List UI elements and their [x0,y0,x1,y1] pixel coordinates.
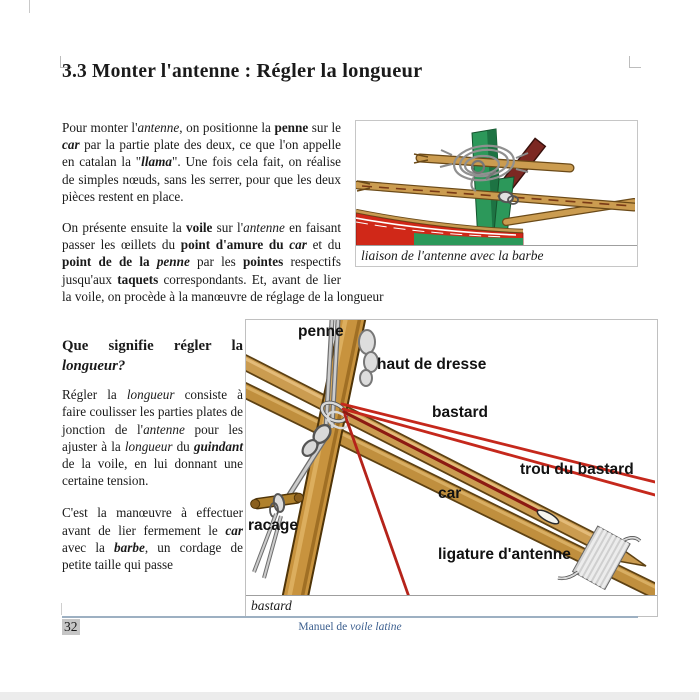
lateen-boat-drawing-icon [356,121,635,245]
page-margin-mark [29,0,30,13]
paragraph-3: Régler la longueur consiste à faire coulisser les parties plates de jonction de l'antenne pour les ajuster à la longueur du guindant de la voile, en lui donnant une certaine tension. [62,387,244,489]
page-edge [0,692,699,700]
diagram-label-trou-du-bastard: trou du bastard [520,461,634,479]
two-column-section [62,319,658,617]
figure-caption-bastard: bastard [246,595,657,616]
paragraph-4: C'est la manœuvre à effectuer avant de lier fermement le car avec la barbe, un cordage de petite taille qui passe [62,505,244,572]
diagram-label-penne: penne [298,323,344,341]
diagram-label-car: car [438,485,462,503]
page-content [62,0,638,617]
footer-book-title: Manuel de voile latine [298,621,402,633]
figure-liaison-antenne-barbe [355,120,638,267]
boat-illustration [356,121,635,245]
diagram-label-racage: racage [248,517,298,535]
page-number: 32 [64,619,78,634]
paragraph-1: Pour monter l'antenne, on positionne la penne sur le car par la partie plate des deux, ce que l'on appelle en catalan la "llama". Une fois cela fait, on réalise de simples nœuds, sans les serrer, pour que les deux pièces restent en place. [62,120,341,204]
diagram-label-bastard: bastard [432,404,488,422]
figure-bastard-diagram [245,319,658,617]
antenna-diagram [246,320,655,595]
figure-caption-liaison: liaison de l'antenne avec la barbe [356,245,637,266]
footer-separator [62,616,638,618]
sidebar-column [62,319,243,617]
page-title [62,60,638,83]
haut-de-dresse-knot-icon [359,330,378,386]
title-section-number: 3.3 Monter l'antenne : [62,61,252,82]
sidebar-heading: Que signifie régler la longueur? [62,338,243,374]
diagram-label-haut-de-dresse: haut de dresse [377,356,487,374]
title-subject: Régler la longueur [256,60,423,82]
diagram-label-ligature: ligature d'antenne [438,546,571,564]
paragraph-2: On présente ensuite la voile sur l'antenne en faisant passer les œillets du point d'amure du car et du point de de la penne par les pointes respectifs jusqu'aux taquets correspondants. Et, avant de lier la voile, on procède à la manœuvre de réglage de la longueur [62,220,384,304]
